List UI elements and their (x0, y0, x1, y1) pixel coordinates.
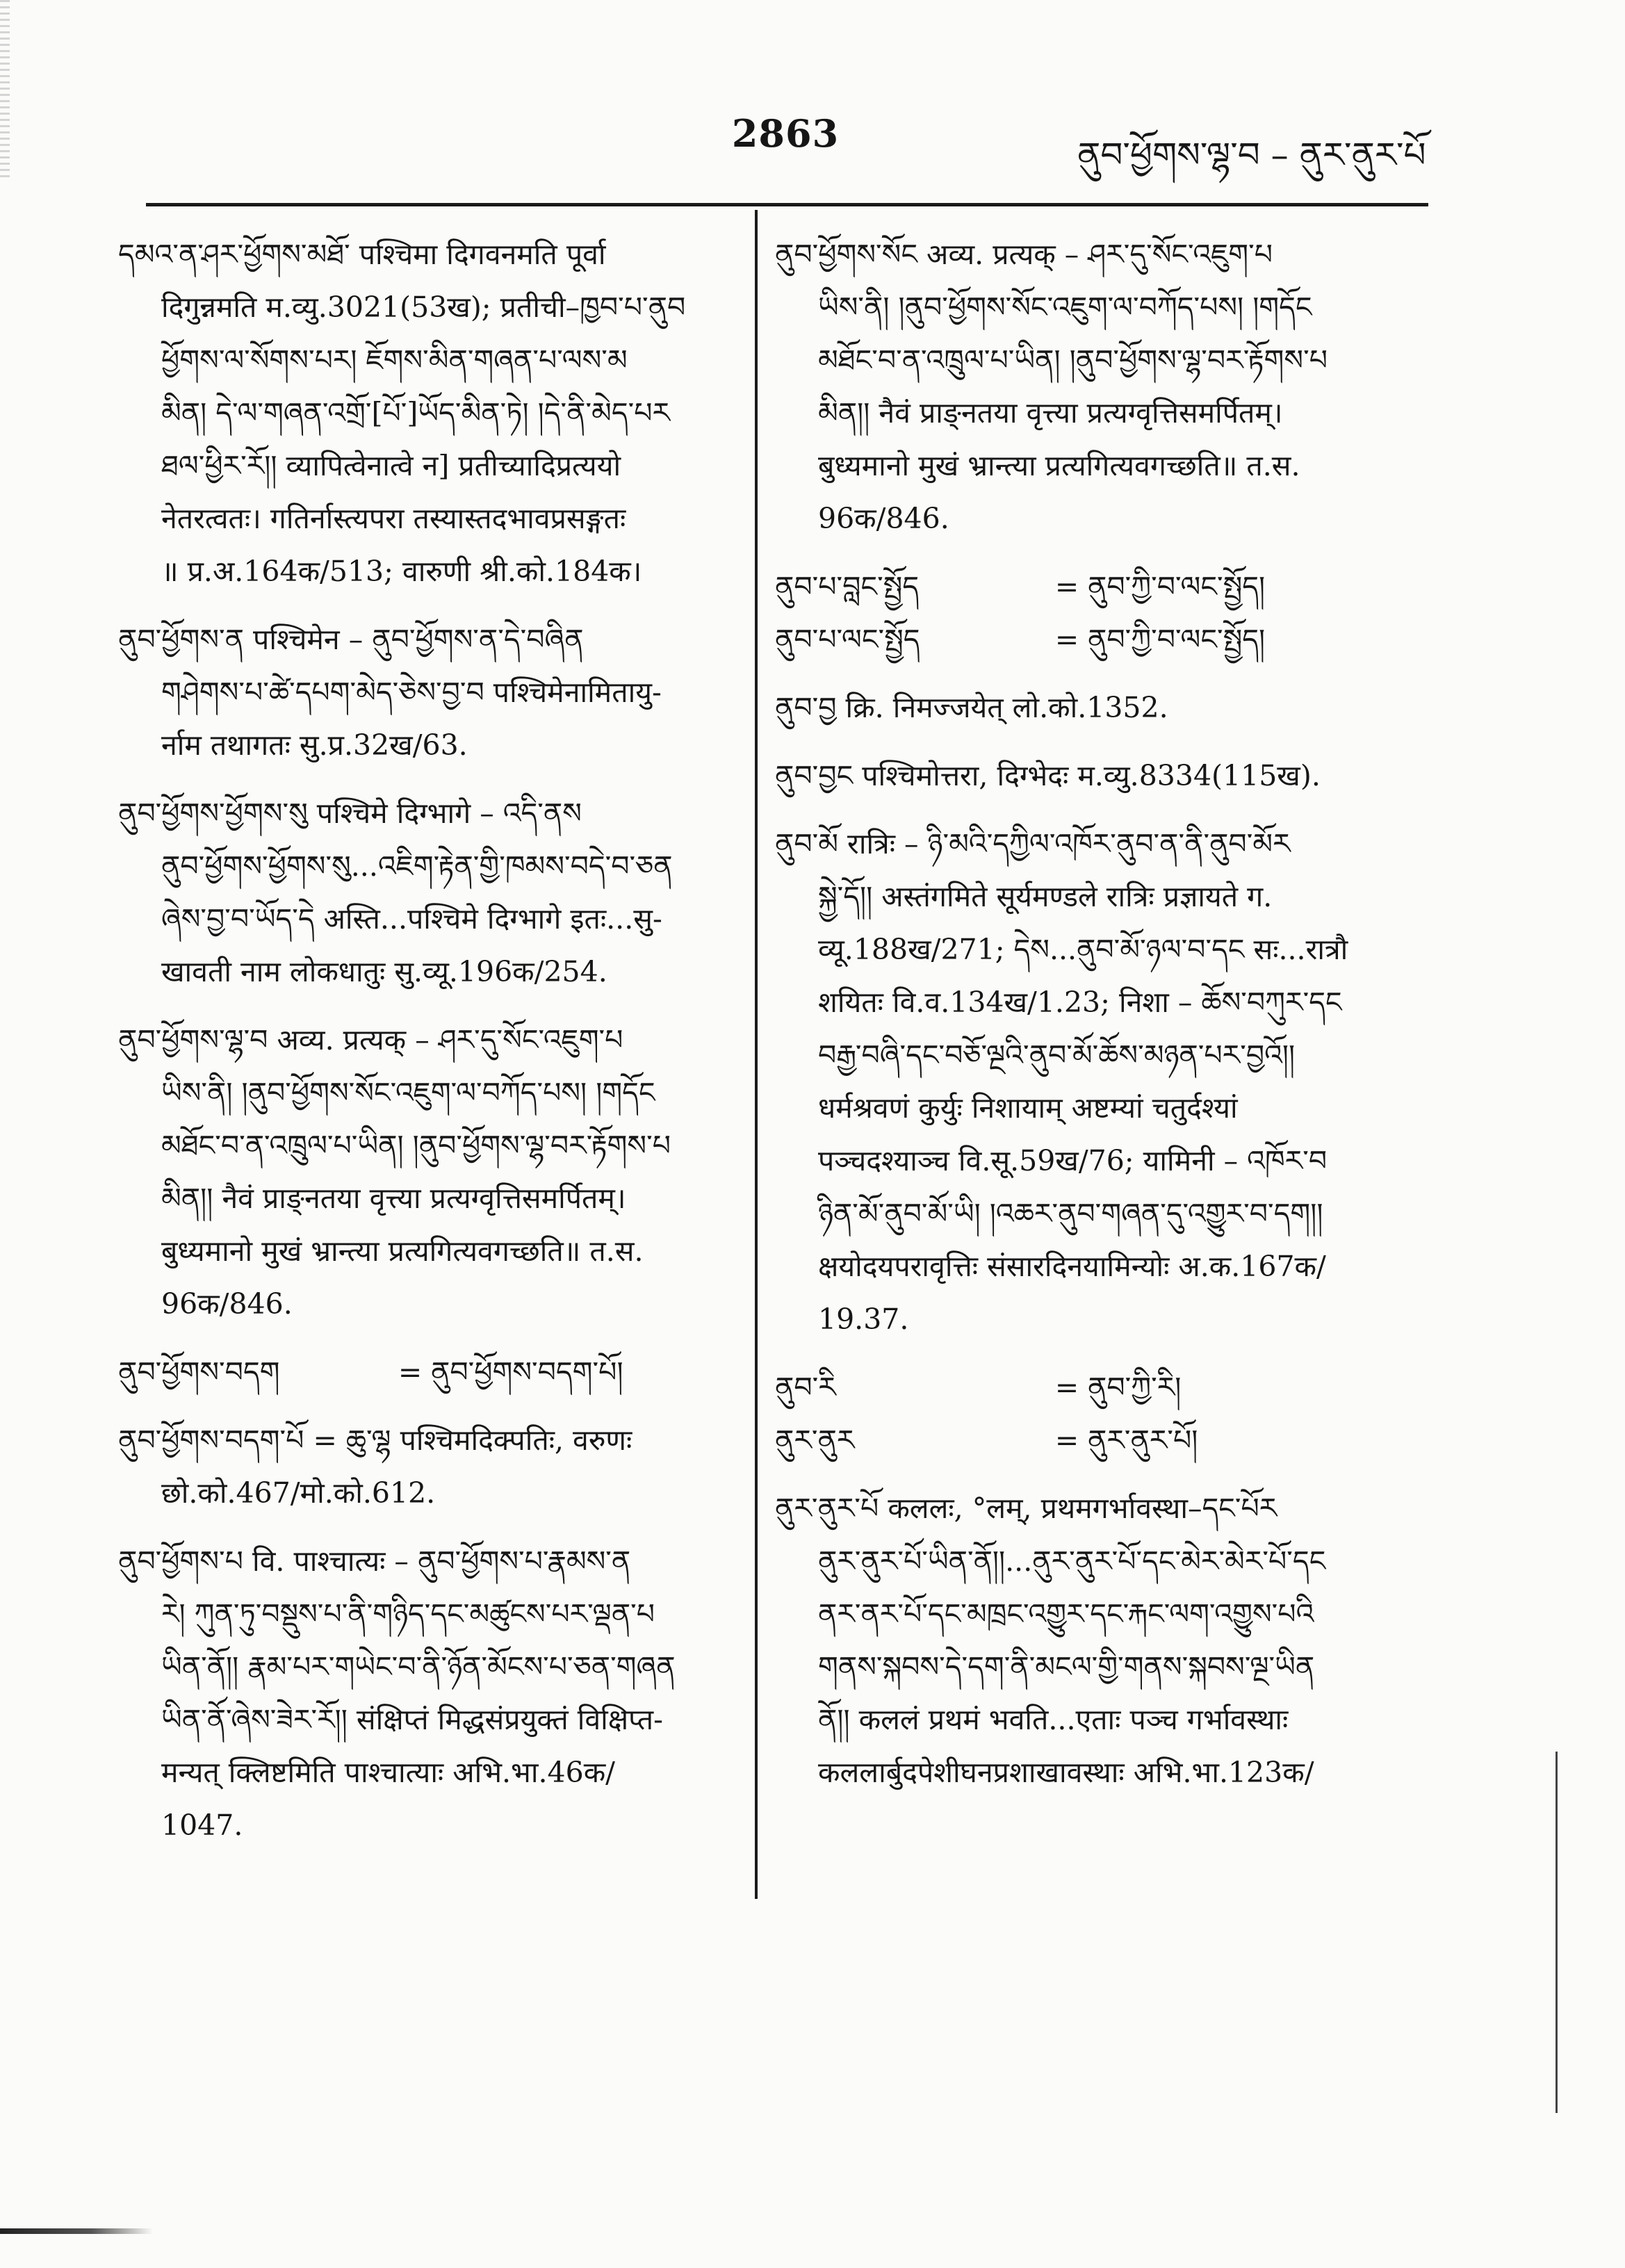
entry-line: གནས་སྐབས་དེ་དག་ནི་མངལ་གྱི་གནས་སྐབས་ལྔ་ཡིན (818, 1650, 1315, 1683)
cross-reference-line (775, 1414, 1425, 1467)
cross-reference (118, 1346, 744, 1398)
xref-equals-sign: = (1054, 570, 1079, 603)
cross-reference-line (775, 613, 1425, 666)
entry-line: 96क/846. (161, 1287, 293, 1321)
entry-line: ཞེས་བྱ་བ་ཡོད་དེ अस्ति...पश्चिमे दिग्भागे इतः...सु- (161, 902, 662, 936)
entry-headline: ནུབ་ཕྱོགས་ལྷ་བ अव्य. प्रत्यक् – ཤར་དུ་སོང་འཇུག་པ (118, 1023, 623, 1057)
entry-line: ཡིན་ནོ་ཞེས་ཟེར་རོ།། संक्षिप्तं मिद्धसंप्रयुक्तं विक्षिप्त- (161, 1703, 664, 1736)
dictionary-entry (775, 817, 1425, 1346)
entry-line: ॥ प्र.अ.164क/513; वारुणी श्री.को.184क। (161, 555, 642, 588)
entry-line: पञ्चदश्याञ्च वि.सू.59ख/76; यामिनी – འཁོར་བ (818, 1144, 1328, 1177)
column-divider (755, 210, 758, 1899)
entry-headline: ནུབ་ཕྱོགས་ན पश्चिमेन – ནུབ་ཕྱོགས་ན་དེ་བཞིན (118, 623, 584, 656)
entry-headline: ནུབ་ཕྱོགས་པ वि. पाश्चात्यः – ནུབ་ཕྱོགས་པ་རྣམས་ན (118, 1544, 631, 1578)
entry-line: 1047. (161, 1809, 243, 1842)
dictionary-entry (118, 1414, 744, 1519)
entry-line: ཉིན་མོ་ནུབ་མོ་ཡི། །འཆར་ནུབ་གཞན་དུ་འགྱུར་བ་དག།། (818, 1197, 1323, 1230)
xref-headword: ནུར་ནུར (775, 1423, 855, 1457)
xref-equals-sign: = (1054, 1423, 1079, 1457)
entry-line: མིན།། नैवं प्राङ्नतया वृत्त्या प्रत्यग्वृत्तिसमर्पितम्। (161, 1182, 626, 1215)
xref-equals-sign: = (1054, 1371, 1079, 1404)
entry-line: མཐོང་བ་ན་འཁྲུལ་པ་ཡིན། །ནུབ་ཕྱོགས་ལྷ་བར་རྟོགས་པ (161, 1129, 671, 1162)
entry-headline: ནུབ་ཕྱོགས་བདག་པོ = ཆུ་ལྷ पश्चिमदिक्पतिः, वरुणः (118, 1423, 632, 1457)
entry-headline: ནུབ་མོ रात्रिः – ཉི་མའི་དཀྱིལ་འཁོར་ནུབ་ན་ནི་ནུབ་མོར (775, 827, 1291, 860)
dictionary-entry (775, 749, 1425, 802)
xref-headword: ནུབ་རི (775, 1371, 836, 1404)
entry-headline: ནུར་ནུར་པོ कललः, °लम्, प्रथमगर्भावस्था–དང་པོར (775, 1492, 1277, 1525)
entry-line: धर्मश्रवणं कुर्युः निशायाम् अष्टम्यां चतुर्दश्यां (818, 1091, 1238, 1125)
xref-target: ནུབ་ཀྱི་རི། (1088, 1371, 1182, 1404)
entry-line: दिगुन्नमति म.व्यु.3021(53ख); प्रतीची–ཁྱབ་པ་ནུབ (161, 291, 686, 324)
entry-line: ཡིན་ནོ།། རྣམ་པར་གཡེང་བ་ནི་ཉོན་མོངས་པ་ཅན་གཞན (161, 1650, 676, 1683)
dictionary-entry (118, 787, 744, 998)
xref-headword: ནུབ་པ་བླང་སྤྱོད (775, 570, 920, 603)
entry-line: बुध्यमानो मुखं भ्रान्त्या प्रत्यगित्यवगच्छति॥ त.स. (818, 449, 1300, 482)
xref-equals-sign: = (398, 1355, 423, 1389)
dictionary-entry (775, 1482, 1425, 1799)
entry-line: ཡིས་ནི། །ནུབ་ཕྱོགས་སོང་འཇུག་ལ་བཀོད་པས། །གདོང (161, 1076, 655, 1109)
running-head: ནུབ་ཕྱོགས་ལྷ་བ – ནུར་ནུར་པོ (1077, 135, 1426, 175)
cross-reference (775, 1361, 1425, 1467)
entry-line: ནོ།། कललं प्रथमं भवति...एताः पञ्च गर्भावस्थाः (818, 1703, 1289, 1736)
dictionary-entry (118, 228, 744, 598)
xref-target: ནུར་ནུར་པོ། (1088, 1423, 1198, 1457)
entry-line: खावती नाम लोकधातुः सु.व्यू.196क/254. (161, 955, 607, 988)
entry-line: ཐལ་ཕྱིར་རོ།། व्यापित्वेनात्वे न] प्रतीच्यादिप्रत्ययो (161, 449, 621, 482)
entry-headline: ནུབ་བྱང पश्चिमोत्तरा, दिग्भेदः म.व्यु.8334(115ख). (775, 759, 1321, 792)
entry-line: व्यू.188ख/271; དེས...ནུབ་མོ་ཉལ་བ་དང सः...रात्रौ (818, 933, 1348, 966)
xref-target: ནུབ་ཕྱོགས་བདག་པོ། (431, 1355, 623, 1389)
header-rule (146, 203, 1428, 206)
entry-line: शयितः वि.व.134ख/1.23; निशा – ཆོས་བཀུར་དང (818, 986, 1342, 1019)
entry-line: ནུར་ནུར་པོ་ཡིན་ནོ།།...ནུར་ནུར་པོ་དང་མེར་མེར་པོ་དང (818, 1544, 1326, 1578)
entry-line: ཡིས་ནི། །ནུབ་ཕྱོགས་སོང་འཇུག་ལ་བཀོད་པས། །གདོང (818, 291, 1312, 324)
entry-headline: ནུབ་བྱ क्रि. निमज्जयेत् लो.को.1352. (775, 691, 1168, 724)
entry-line: ནུབ་ཕྱོགས་ཕྱོགས་སུ...འཇིག་རྟེན་གྱི་ཁམས་བདེ་བ་ཅན (161, 849, 673, 883)
xref-target: ནུབ་ཀྱི་བ་ལང་སྤྱོད། (1088, 570, 1266, 603)
dictionary-entry (118, 1013, 744, 1330)
entry-line: རེ། ཀུན་ཏུ་བསྡུས་པ་ནི་གཉིད་དང་མཚུངས་པར་ལྡན་པ (161, 1597, 655, 1631)
right-column (775, 228, 1425, 1814)
entry-line: མིན། དེ་ལ་གཞན་འགྲོ་[པོ་]ཡོད་མིན་ཏེ། །དེ་ནི་མེད་པར (161, 396, 671, 430)
entry-line: ནར་ནར་པོ་དང་མཁྲང་འགྱུར་དང་རྐང་ལག་འགྱུས་པའི (818, 1597, 1314, 1631)
xref-headword: ནུབ་པ་ལང་སྤྱོད (775, 623, 920, 656)
entry-line: कललार्बुदपेशीघनप्रशाखावस्थाः अभि.भा.123क/ (818, 1756, 1314, 1789)
margin-rule (1555, 1752, 1558, 2113)
xref-headword: ནུབ་ཕྱོགས་བདག (118, 1355, 280, 1389)
xref-target: ནུབ་ཀྱི་བ་ལང་སྤྱོད། (1088, 623, 1266, 656)
entry-line: 19.37. (818, 1303, 909, 1336)
left-column (118, 228, 744, 1867)
scan-edge-artifact (0, 0, 10, 181)
dictionary-entry (775, 228, 1425, 545)
xref-equals-sign: = (1054, 623, 1079, 656)
entry-line: मन्यत् क्लिष्टमिति पाश्चात्याः अभि.भा.46क/ (161, 1756, 615, 1789)
entry-line: छो.को.467/मो.को.612. (161, 1476, 436, 1510)
entry-line: 96क/846. (818, 502, 949, 535)
entry-line: नेतरत्वतः। गतिर्नास्त्यपरा तस्यास्तदभावप्रसङ्गतः (161, 502, 626, 535)
entry-line: बुध्यमानो मुखं भ्रान्त्या प्रत्यगित्यवगच्छति॥ त.स. (161, 1234, 644, 1268)
page-number: 2863 (731, 111, 840, 156)
entry-line: र्नाम तथागतः सु.प्र.32ख/63. (161, 728, 468, 762)
cross-reference (775, 560, 1425, 666)
entry-line: སྐྱེ་དོ།། अस्तंगमिते सूर्यमण्डले रात्रिः प्रज्ञायते ग. (818, 880, 1273, 913)
entry-headline: དམའ་ན་ཤར་ཕྱོགས་མཐོ་ पश्चिमा दिगवनमति पूर्वा (118, 238, 606, 271)
entry-line: མཐོང་བ་ན་འཁྲུལ་པ་ཡིན། །ནུབ་ཕྱོགས་ལྷ་བར་རྟོགས་པ (818, 343, 1328, 377)
cross-reference-line (775, 560, 1425, 613)
entry-line: བརྒྱ་བཞི་དང་བཅོ་ལྔའི་ནུབ་མོ་ཆོས་མཉན་པར་བྱའོ།། (818, 1038, 1296, 1072)
scan-smudge (0, 2228, 153, 2234)
entry-line: ཕྱོགས་ལ་སོགས་པར། ཇོགས་མིན་གཞན་པ་ལས་མ (161, 343, 628, 377)
entry-line: क्षयोदयपरावृत्तिः संसारदिनयामिन्योः अ.क.167क/ (818, 1250, 1326, 1283)
dictionary-entry (775, 681, 1425, 734)
entry-line: གཤེགས་པ་ཚེ་དཔག་མེད་ཅེས་བྱ་བ पश्चिमेनामितायु- (161, 676, 662, 709)
cross-reference-line (118, 1346, 744, 1398)
entry-line: མིན།། नैवं प्राङ्नतया वृत्त्या प्रत्यग्वृत्तिसमर्पितम्। (818, 396, 1283, 430)
dictionary-entry (118, 1535, 744, 1852)
dictionary-entry (118, 613, 744, 772)
entry-headline: ནུབ་ཕྱོགས་ཕྱོགས་སུ पश्चिमे दिग्भागे – འདི་ནས (118, 797, 582, 830)
cross-reference-line (775, 1361, 1425, 1414)
entry-headline: ནུབ་ཕྱོགས་སོང अव्य. प्रत्यक् – ཤར་དུ་སོང་འཇུག་པ (775, 238, 1273, 271)
